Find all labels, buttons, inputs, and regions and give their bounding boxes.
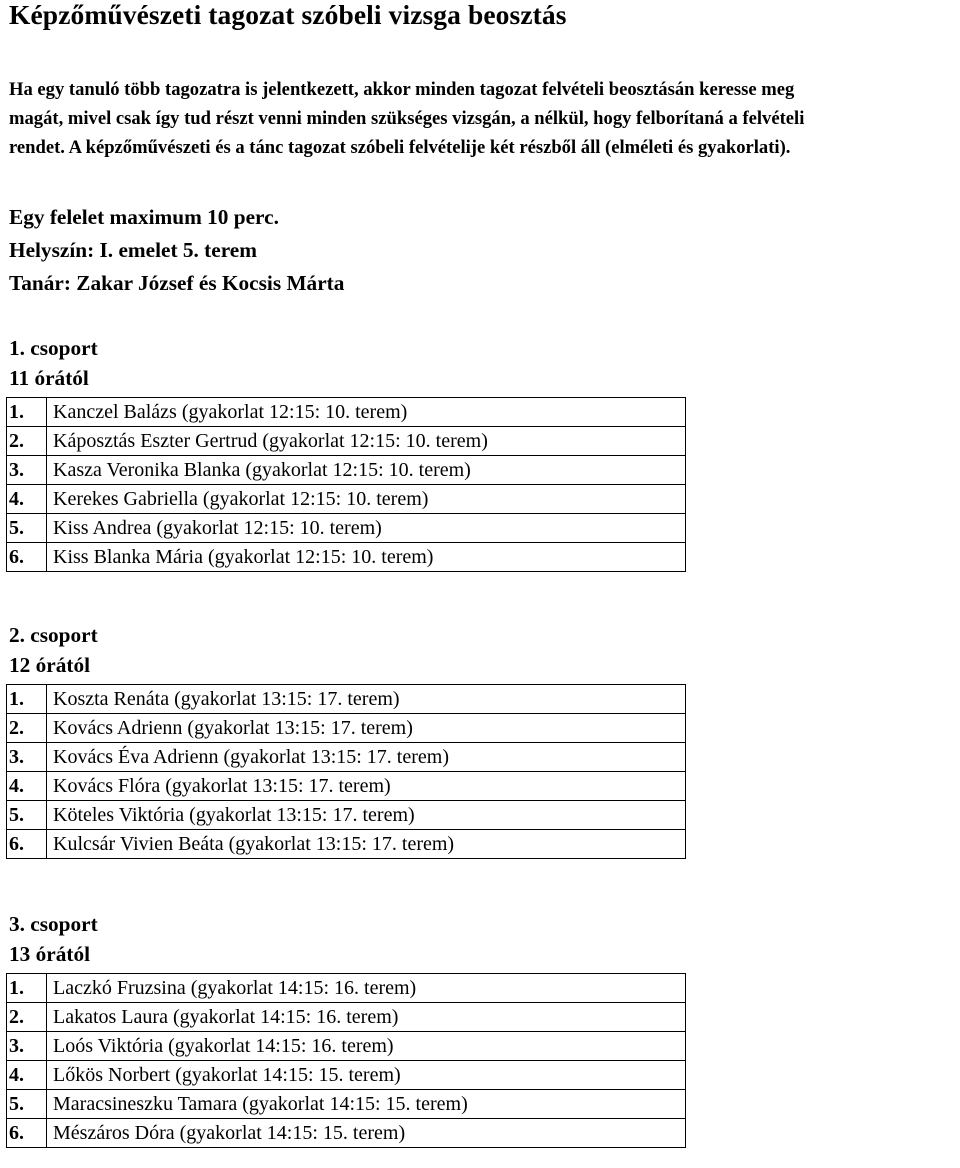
student-entry: Kovács Flóra (gyakorlat 13:15: 17. terem) xyxy=(47,772,686,801)
student-entry: Mészáros Dóra (gyakorlat 14:15: 15. terem) xyxy=(47,1119,686,1148)
row-number: 3. xyxy=(7,743,47,772)
group-3-time: 13 órától xyxy=(9,942,91,966)
group-3-table xyxy=(6,973,686,1148)
student-entry: Káposztás Eszter Gertrud (gyakorlat 12:15: 10. terem) xyxy=(47,427,686,456)
student-entry: Kulcsár Vivien Beáta (gyakorlat 13:15: 17. terem) xyxy=(47,830,686,859)
group-1-time: 11 órától xyxy=(9,366,89,390)
table-row xyxy=(7,830,686,859)
student-entry: Kasza Veronika Blanka (gyakorlat 12:15: 10. terem) xyxy=(47,456,686,485)
student-entry: Kovács Éva Adrienn (gyakorlat 13:15: 17. terem) xyxy=(47,743,686,772)
student-entry: Laczkó Fruzsina (gyakorlat 14:15: 16. terem) xyxy=(47,974,686,1003)
student-entry: Lakatos Laura (gyakorlat 14:15: 16. terem) xyxy=(47,1003,686,1032)
group-3-title: 3. csoport xyxy=(9,912,98,936)
row-number: 5. xyxy=(7,801,47,830)
table-row xyxy=(7,1090,686,1119)
row-number: 3. xyxy=(7,456,47,485)
group-1-table xyxy=(6,397,686,572)
table-row xyxy=(7,1119,686,1148)
row-number: 4. xyxy=(7,1061,47,1090)
table-row xyxy=(7,398,686,427)
teachers-info: Tanár: Zakar József és Kocsis Márta xyxy=(9,271,345,295)
duration-info: Egy felelet maximum 10 perc. xyxy=(9,205,279,229)
table-row xyxy=(7,801,686,830)
student-entry: Kerekes Gabriella (gyakorlat 12:15: 10. terem) xyxy=(47,485,686,514)
row-number: 3. xyxy=(7,1032,47,1061)
row-number: 6. xyxy=(7,1119,47,1148)
row-number: 6. xyxy=(7,543,47,572)
table-row xyxy=(7,1003,686,1032)
row-number: 4. xyxy=(7,772,47,801)
location-info: Helyszín: I. emelet 5. terem xyxy=(9,238,257,262)
student-entry: Loós Viktória (gyakorlat 14:15: 16. terem) xyxy=(47,1032,686,1061)
table-row xyxy=(7,1061,686,1090)
intro-paragraph xyxy=(9,75,954,162)
intro-line: Ha egy tanuló több tagozatra is jelentkezett, akkor minden tagozat felvételi beosztásán keresse meg xyxy=(9,79,795,100)
table-row xyxy=(7,974,686,1003)
table-row xyxy=(7,514,686,543)
page-title: Képzőművészeti tagozat szóbeli vizsga beosztás xyxy=(9,0,567,30)
row-number: 5. xyxy=(7,514,47,543)
table-row xyxy=(7,456,686,485)
student-entry: Maracsineszku Tamara (gyakorlat 14:15: 15. terem) xyxy=(47,1090,686,1119)
student-entry: Koszta Renáta (gyakorlat 13:15: 17. terem) xyxy=(47,685,686,714)
student-entry: Kovács Adrienn (gyakorlat 13:15: 17. terem) xyxy=(47,714,686,743)
row-number: 1. xyxy=(7,974,47,1003)
table-row xyxy=(7,772,686,801)
student-entry: Kiss Andrea (gyakorlat 12:15: 10. terem) xyxy=(47,514,686,543)
group-2-table xyxy=(6,684,686,859)
intro-line: rendet. A képzőművészeti és a tánc tagozat szóbeli felvételije két részből áll (elméleti és gyakorlati). xyxy=(9,137,791,158)
table-row xyxy=(7,685,686,714)
table-row xyxy=(7,543,686,572)
table-row xyxy=(7,485,686,514)
group-1-title: 1. csoport xyxy=(9,336,98,360)
intro-line: magát, mivel csak így tud részt venni minden szükséges vizsgán, a nélkül, hogy felborítaná a felvételi xyxy=(9,108,805,129)
student-entry: Kanczel Balázs (gyakorlat 12:15: 10. terem) xyxy=(47,398,686,427)
row-number: 2. xyxy=(7,427,47,456)
row-number: 4. xyxy=(7,485,47,514)
table-row xyxy=(7,1032,686,1061)
student-entry: Kiss Blanka Mária (gyakorlat 12:15: 10. terem) xyxy=(47,543,686,572)
table-row xyxy=(7,743,686,772)
group-2-title: 2. csoport xyxy=(9,623,98,647)
group-2-time: 12 órától xyxy=(9,653,91,677)
table-row xyxy=(7,427,686,456)
row-number: 2. xyxy=(7,714,47,743)
row-number: 2. xyxy=(7,1003,47,1032)
student-entry: Lőkös Norbert (gyakorlat 14:15: 15. terem) xyxy=(47,1061,686,1090)
row-number: 6. xyxy=(7,830,47,859)
row-number: 5. xyxy=(7,1090,47,1119)
student-entry: Köteles Viktória (gyakorlat 13:15: 17. terem) xyxy=(47,801,686,830)
table-row xyxy=(7,714,686,743)
row-number: 1. xyxy=(7,685,47,714)
row-number: 1. xyxy=(7,398,47,427)
